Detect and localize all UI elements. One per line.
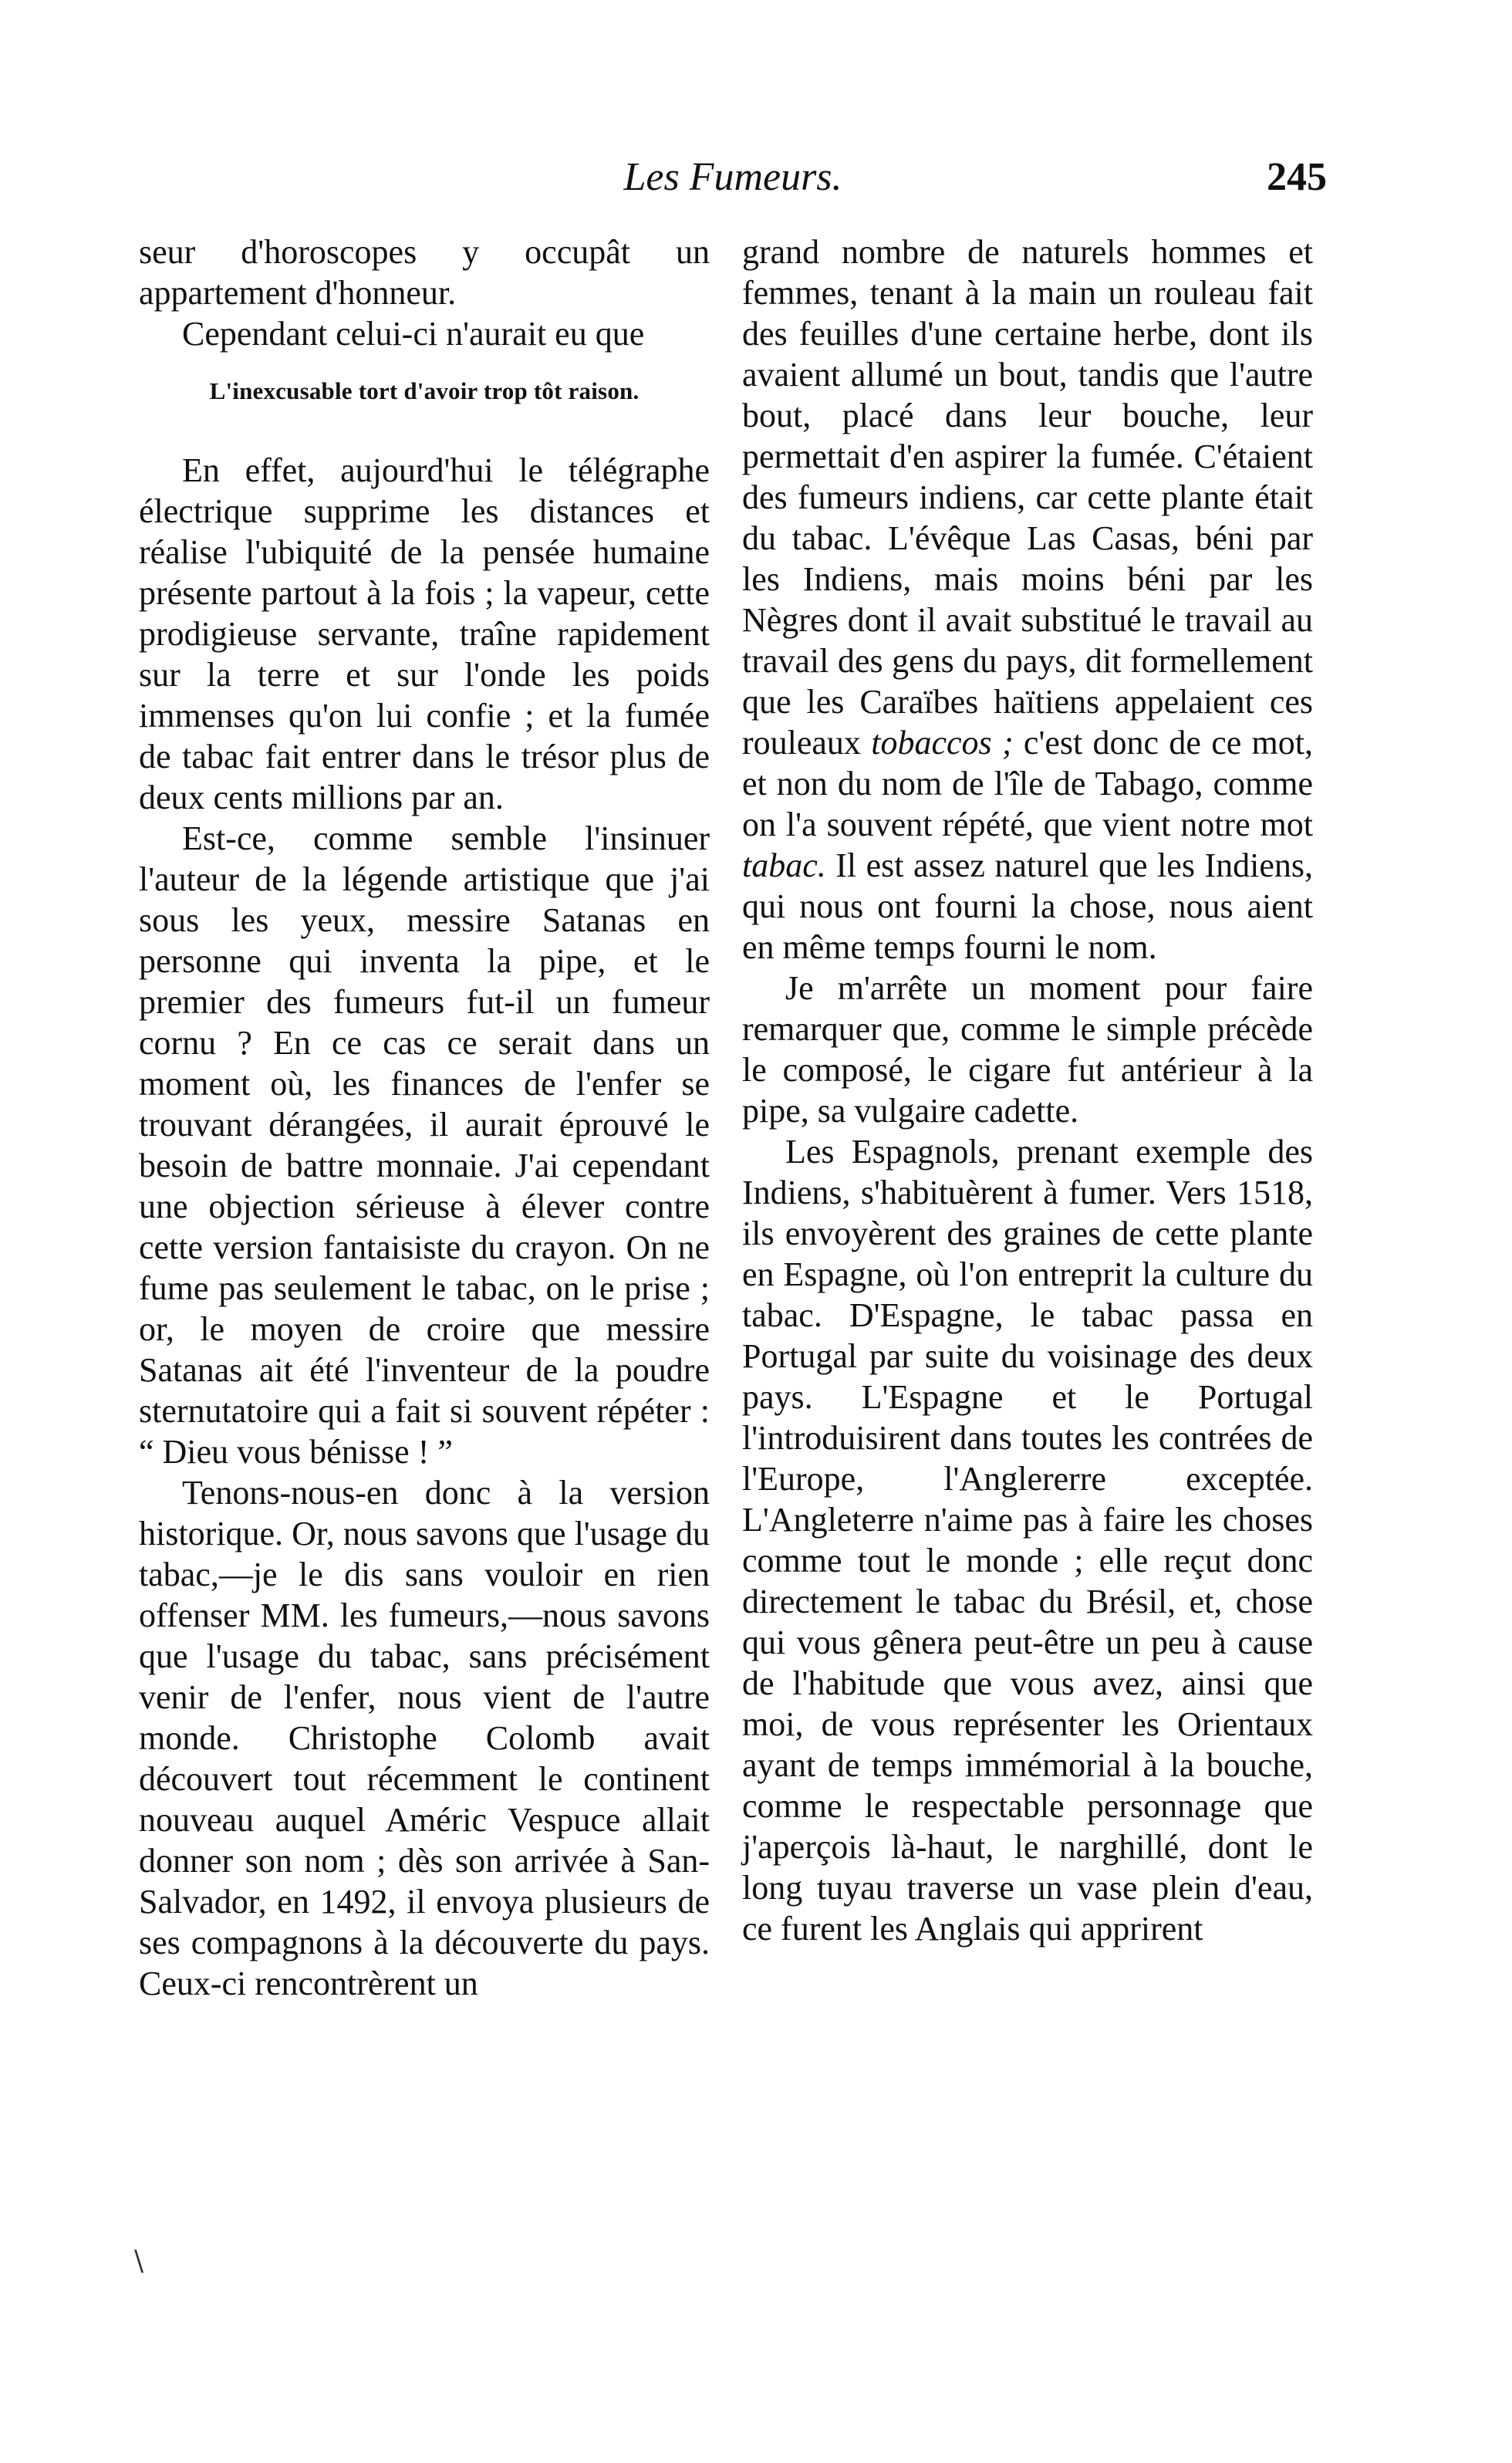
paragraph-est-ce: Est-ce, comme semble l'insinuer l'auteur de la légende artistique que j'ai sous les yeux, messire Satanas en personne qui inventa la pipe, et le premier des fumeurs fut-il un fumeur cornu ? En ce cas ce serait dans un moment où, les finances de l'enfer se trouvant dérangées, il aurait éprouvé le besoin de battre monnaie. J'ai cependant une objection sérieuse à élever contre cette version fantaisiste du crayon. On ne fume pas seulement le tabac, on le prise ; or, le moyen de croire que messire Satanas ait été l'inventeur de la poudre sternutatoire qui a fait si souvent répéter : “ Dieu vous bénisse ! ” [139,819,710,1471]
italic-word-tobaccos: tobaccos ; [871,724,1014,762]
paragraph-je-m-arrete: Je m'arrête un moment pour faire remarquer que, comme le simple précède le composé, le cigare fut antérieur à la pipe, sa vulgaire cadette. [742,969,1313,1130]
running-head [139,154,1327,208]
text-run: grand nombre de naturels hommes et femmes, tenant à la main un rouleau fait des feuilles d'une certaine herbe, dont ils avaient allumé un bout, tandis que l'autre bout, placé dans leur bouche, leur permettait d'en aspirer la fumée. C'étaient des fumeurs indiens, car cette plante était du tabac. L'évêque Las Casas, béni par les Indiens, mais moins béni par les Nègres dont il avait substitué le travail au travail des gens du pays, dit formellement que les Caraïbes haïtiens appelaient ces rouleaux [742,233,1313,762]
page-number: 245 [1267,155,1327,199]
running-title: Les Fumeurs. [623,155,842,199]
verse-quote: L'inexcusable tort d'avoir trop tôt raison. [209,377,640,404]
margin-mark: \ [134,2245,144,2277]
paragraph-en-effet: En effet, aujourd'hui le télégraphe électrique supprime les distances et réalise l'ubiquité de la pensée humaine présente partout à la fois ; la vapeur, cette prodigieuse servante, traîne rapidement sur la terre et sur l'onde les poids immenses qu'on lui confie ; et la fumée de tabac fait entrer dans le trésor plus de deux cents millions par an. [139,451,710,816]
text-run: c'est donc de ce mot, et non du nom de l'île de Tabago, comme on l'a souvent répété, que vient notre mot [742,724,1314,843]
text-run: Il est assez naturel que les Indiens, qui nous ont fourni la chose, nous aient en même temps fourni le nom. [742,846,1313,966]
right-column [742,231,1313,2299]
left-column [139,231,710,2299]
paragraph-grand-nombre [742,231,1313,968]
paragraph-les-espagnols: Les Espagnols, prenant exemple des Indiens, s'habituèrent à fumer. Vers 1518, ils envoyèrent des graines de cette plante en Espagne, où l'on entreprit la culture du tabac. D'Espagne, le tabac passa en Portugal par suite du voisinage des deux pays. L'Espagne et le Portugal l'introduisirent dans toutes les contrées de l'Europe, l'Anglererre exceptée. L'Angleterre n'aime pas à faire les choses comme tout le monde ; elle reçut donc directement le tabac du Brésil, et, chose qui vous gênera peut-être un peu à cause de l'habitude que vous avez, ainsi que moi, de vous représenter les Orientaux ayant de temps immémorial à la bouche, comme le respectable personnage que j'aperçois là-haut, le narghillé, dont le long tuyau traverse un vase plein d'eau, ce furent les Anglais qui apprirent [742,1133,1313,1948]
paragraph-tenons-nous: Tenons-nous-en donc à la version historique. Or, nous savons que l'usage du tabac,—je le dis sans vouloir en rien offenser MM. les fumeurs,—nous savons que l'usage du tabac, sans précisément venir de l'enfer, nous vient de l'autre monde. Christophe Colomb avait découvert tout récemment le continent nouveau auquel Améric Vespuce allait donner son nom ; dès son arrivée à San-Salvador, en 1492, il envoya plusieurs de ses compagnons à la découverte du pays. Ceux-ci rencontrèrent un [139,1474,710,2002]
paragraph-continuation: seur d'horoscopes y occupât un appartement d'honneur. [139,233,710,312]
italic-word-tabac: tabac. [742,846,826,884]
paragraph-cependant: Cependant celui-ci n'aurait eu que [182,315,645,353]
